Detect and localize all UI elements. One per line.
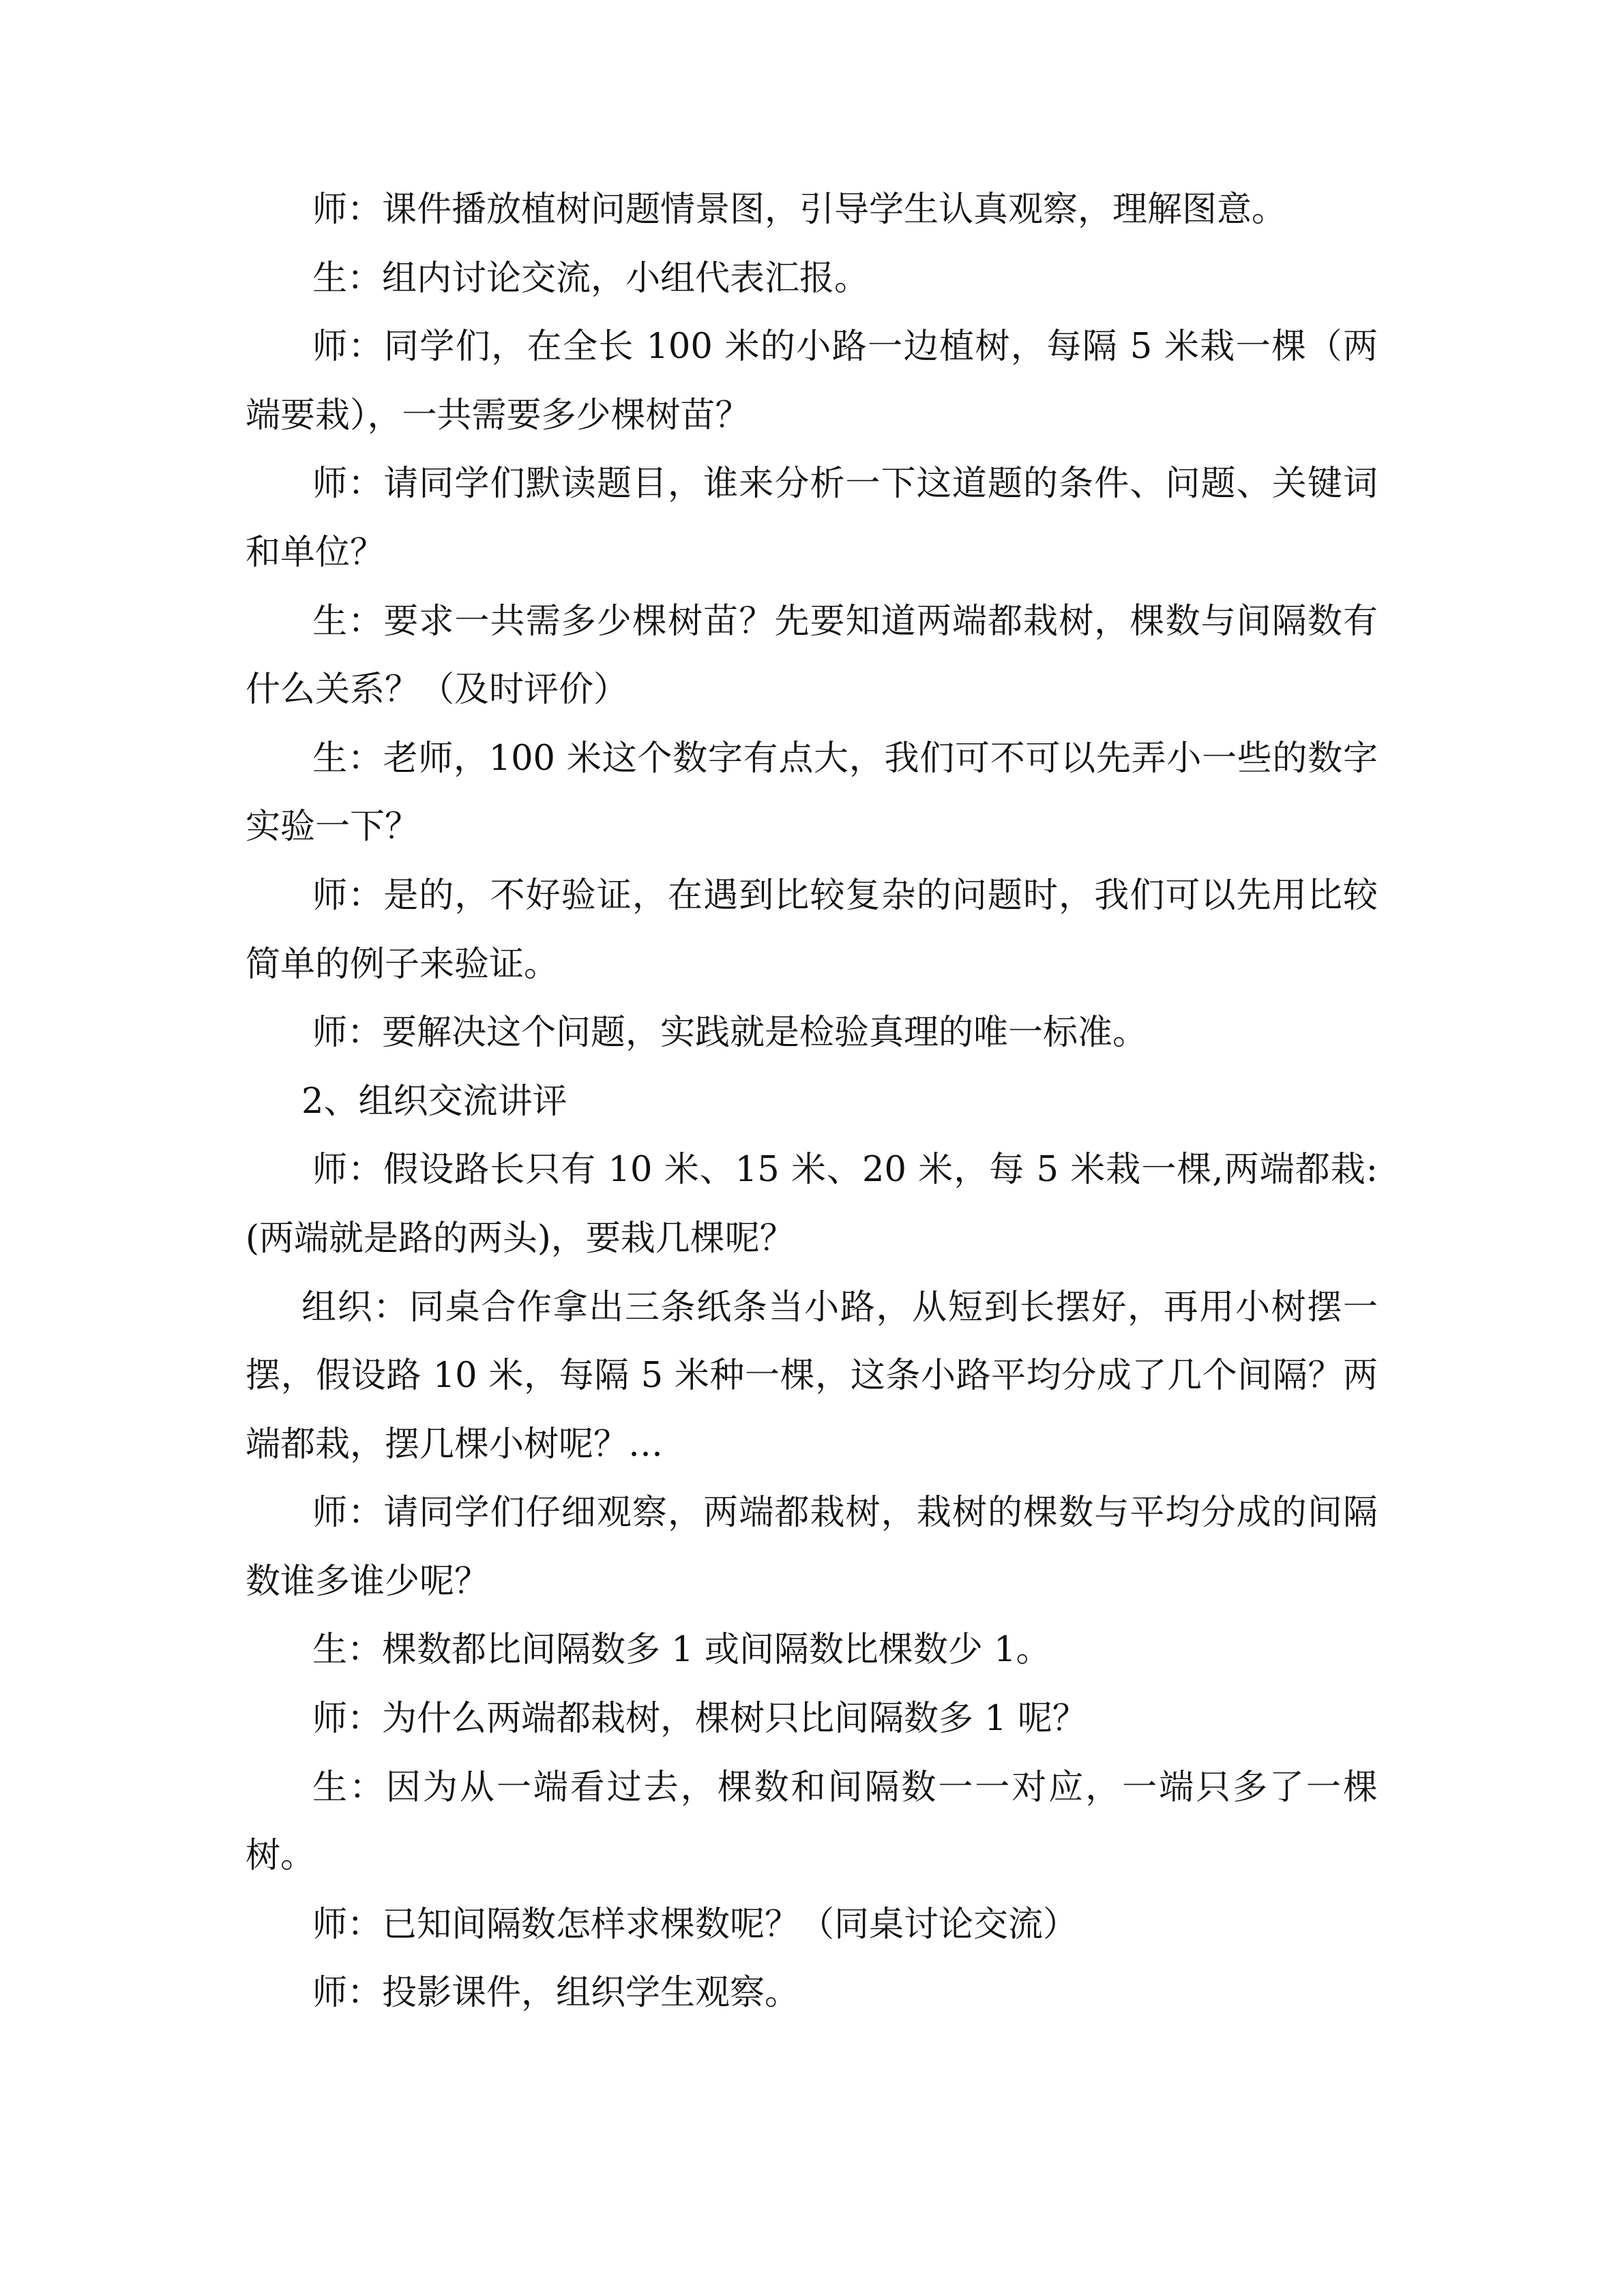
paragraph: 生：因为从一端看过去，棵数和间隔数一一对应，一端只多了一棵树。 xyxy=(246,1767,1378,1877)
paragraph: 生：老师，100 米这个数字有点大，我们可不可以先弄小一些的数字实验一下？ xyxy=(246,738,1378,848)
paragraph: 生：要求一共需多少棵树苗？先要知道两端都栽树，棵数与间隔数有什么关系？（及时评价） xyxy=(246,601,1378,711)
paragraph: 师：假设路长只有 10 米、15 米、20 米，每 5 米栽一棵,两端都栽:(两端就是路的两头)，要栽几棵呢？ xyxy=(246,1150,1378,1259)
paragraph: 生：棵数都比间隔数多 1 或间隔数比棵数少 1。 xyxy=(312,1630,1051,1671)
paragraph: 师：要解决这个问题，实践就是检验真理的唯一标准。 xyxy=(312,1013,1148,1054)
paragraph: 师：请同学们默读题目，谁来分析一下这道题的条件、问题、关键词和单位？ xyxy=(246,464,1378,573)
paragraph: 师：课件播放植树问题情景图，引导学生认真观察，理解图意。 xyxy=(312,190,1287,230)
paragraph: 师：已知间隔数怎样求棵数呢？（同桌讨论交流） xyxy=(312,1904,1078,1945)
paragraph: 师：为什么两端都栽树，棵树只比间隔数多 1 呢？ xyxy=(312,1699,1087,1740)
section-heading: 2、组织交流讲评 xyxy=(301,1081,567,1122)
paragraph: 师：同学们，在全长 100 米的小路一边植树，每隔 5 米栽一棵（两端要栽），一共需要多少棵树苗？ xyxy=(246,327,1378,436)
paragraph: 师：是的，不好验证，在遇到比较复杂的问题时，我们可以先用比较简单的例子来验证。 xyxy=(246,875,1378,985)
paragraph: 组织：同桌合作拿出三条纸条当小路，从短到长摆好，再用小树摆一摆，假设路 10 米，每隔 5 米种一棵，这条小路平均分成了几个间隔？两端都栽，摆几棵小树呢？… xyxy=(246,1287,1378,1465)
paragraph: 师：请同学们仔细观察，两端都栽树，栽树的棵数与平均分成的间隔数谁多谁少呢？ xyxy=(246,1493,1378,1602)
paragraph: 生：组内讨论交流，小组代表汇报。 xyxy=(312,258,870,299)
paragraph: 师：投影课件，组织学生观察。 xyxy=(312,1973,800,2014)
document-body xyxy=(246,176,1378,2028)
